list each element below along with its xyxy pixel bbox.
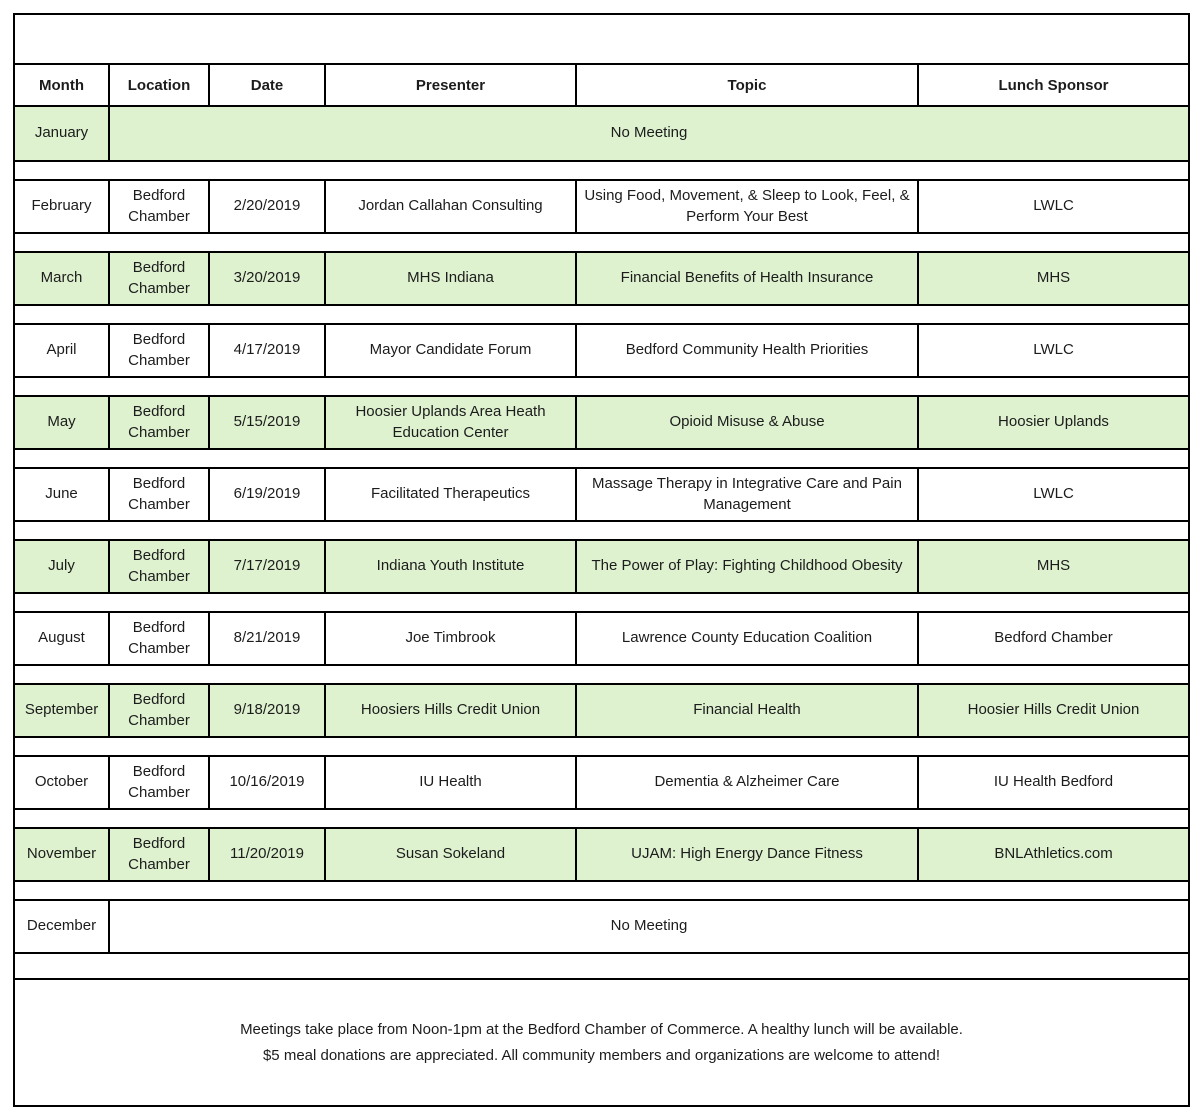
- table-row-july: [15, 539, 1188, 594]
- cell-topic: Lawrence County Education Coalition: [577, 613, 919, 664]
- cell-presenter: Facilitated Therapeutics: [326, 469, 577, 520]
- cell-topic: Financial Health: [577, 685, 919, 736]
- cell-presenter: Susan Sokeland: [326, 829, 577, 880]
- footer-note: [15, 978, 1188, 1105]
- column-header-topic: Topic: [577, 65, 919, 105]
- cell-no-meeting: No Meeting: [610, 917, 688, 935]
- cell-no-meeting: No Meeting: [610, 124, 688, 142]
- row-spacer: [15, 810, 1188, 827]
- cell-month: February: [15, 181, 110, 232]
- row-spacer: [15, 666, 1188, 683]
- cell-month: November: [15, 829, 110, 880]
- cell-date: 7/17/2019: [210, 541, 326, 592]
- cell-topic: Dementia & Alzheimer Care: [577, 757, 919, 808]
- footer-spacer: [15, 954, 1188, 978]
- cell-month: September: [15, 685, 110, 736]
- table-row-march: [15, 251, 1188, 306]
- cell-presenter: MHS Indiana: [326, 253, 577, 304]
- cell-month: August: [15, 613, 110, 664]
- cell-topic: Opioid Misuse & Abuse: [577, 397, 919, 448]
- cell-sponsor: IU Health Bedford: [993, 773, 1114, 791]
- cell-location: Bedford Chamber: [110, 181, 210, 232]
- row-spacer: [15, 738, 1188, 755]
- table-row-august: [15, 611, 1188, 666]
- footer-note-line1: Meetings take place from Noon-1pm at the Bedford Chamber of Commerce. A healthy lunch will be available.: [240, 1021, 963, 1038]
- cell-month: June: [15, 469, 110, 520]
- cell-sponsor: MHS: [1036, 269, 1071, 287]
- table-row-april: [15, 323, 1188, 378]
- cell-month: May: [15, 397, 110, 448]
- column-header-location: Location: [110, 65, 210, 105]
- cell-topic: Financial Benefits of Health Insurance: [577, 253, 919, 304]
- cell-month: October: [15, 757, 110, 808]
- row-spacer: [15, 450, 1188, 467]
- cell-location: Bedford Chamber: [110, 253, 210, 304]
- cell-presenter: Joe Timbrook: [326, 613, 577, 664]
- rows-container: [15, 107, 1188, 954]
- row-spacer: [15, 882, 1188, 899]
- cell-sponsor: LWLC: [1033, 197, 1074, 215]
- cell-location: Bedford Chamber: [110, 685, 210, 736]
- cell-topic: Massage Therapy in Integrative Care and Pain Management: [577, 469, 919, 520]
- column-header-date: Date: [210, 65, 326, 105]
- row-spacer: [15, 522, 1188, 539]
- cell-sponsor: LWLC: [1033, 485, 1074, 503]
- cell-location: Bedford Chamber: [110, 469, 210, 520]
- table-row-november: [15, 827, 1188, 882]
- cell-date: 3/20/2019: [210, 253, 326, 304]
- title-block: [15, 15, 1188, 65]
- table-row-october: [15, 755, 1188, 810]
- header-row: [15, 65, 1188, 107]
- column-header-presenter: Presenter: [326, 65, 577, 105]
- cell-date: 9/18/2019: [210, 685, 326, 736]
- cell-topic: Using Food, Movement, & Sleep to Look, Feel, & Perform Your Best: [577, 181, 919, 232]
- cell-month: December: [15, 901, 110, 952]
- table-row-january: [15, 107, 1188, 162]
- cell-sponsor: LWLC: [1033, 341, 1074, 359]
- cell-month: July: [15, 541, 110, 592]
- cell-date: 6/19/2019: [210, 469, 326, 520]
- cell-month: January: [15, 107, 110, 160]
- table-row-june: [15, 467, 1188, 522]
- cell-presenter: Hoosier Uplands Area Heath Education Center: [326, 397, 577, 448]
- cell-location: Bedford Chamber: [110, 325, 210, 376]
- cell-sponsor: Hoosier Uplands: [998, 413, 1109, 431]
- cell-date: 8/21/2019: [210, 613, 326, 664]
- footer-note-line2: $5 meal donations are appreciated. All community members and organizations are welcome to attend!: [262, 1046, 941, 1064]
- cell-date: 2/20/2019: [210, 181, 326, 232]
- row-spacer: [15, 378, 1188, 395]
- cell-date: 11/20/2019: [210, 829, 326, 880]
- cell-presenter: Indiana Youth Institute: [326, 541, 577, 592]
- cell-date: 10/16/2019: [210, 757, 326, 808]
- cell-presenter: Mayor Candidate Forum: [326, 325, 577, 376]
- cell-month: April: [15, 325, 110, 376]
- column-header-month: Month: [15, 65, 110, 105]
- cell-presenter: Hoosiers Hills Credit Union: [326, 685, 577, 736]
- cell-location: Bedford Chamber: [110, 613, 210, 664]
- table-row-december: [15, 899, 1188, 954]
- table-row-may: [15, 395, 1188, 450]
- cell-location: Bedford Chamber: [110, 541, 210, 592]
- row-spacer: [15, 594, 1188, 611]
- row-spacer: [15, 306, 1188, 323]
- cell-presenter: Jordan Callahan Consulting: [326, 181, 577, 232]
- cell-presenter: IU Health: [326, 757, 577, 808]
- cell-sponsor: Hoosier Hills Credit Union: [967, 701, 1140, 719]
- cell-topic: The Power of Play: Fighting Childhood Obesity: [577, 541, 919, 592]
- column-header-lunch-sponsor: Lunch Sponsor: [998, 76, 1109, 94]
- cell-sponsor: MHS: [1036, 557, 1071, 575]
- cell-topic: Bedford Community Health Priorities: [577, 325, 919, 376]
- cell-sponsor: BNLAthletics.com: [994, 845, 1113, 863]
- cell-location: Bedford Chamber: [110, 397, 210, 448]
- cell-sponsor: Bedford Chamber: [994, 629, 1113, 647]
- cell-location: Bedford Chamber: [110, 757, 210, 808]
- cell-location: Bedford Chamber: [110, 829, 210, 880]
- row-spacer: [15, 234, 1188, 251]
- table-row-september: [15, 683, 1188, 738]
- cell-topic: UJAM: High Energy Dance Fitness: [577, 829, 919, 880]
- meeting-schedule-table: [13, 13, 1190, 1107]
- table-row-february: [15, 179, 1188, 234]
- cell-date: 4/17/2019: [210, 325, 326, 376]
- cell-month: March: [15, 253, 110, 304]
- row-spacer: [15, 162, 1188, 179]
- cell-date: 5/15/2019: [210, 397, 326, 448]
